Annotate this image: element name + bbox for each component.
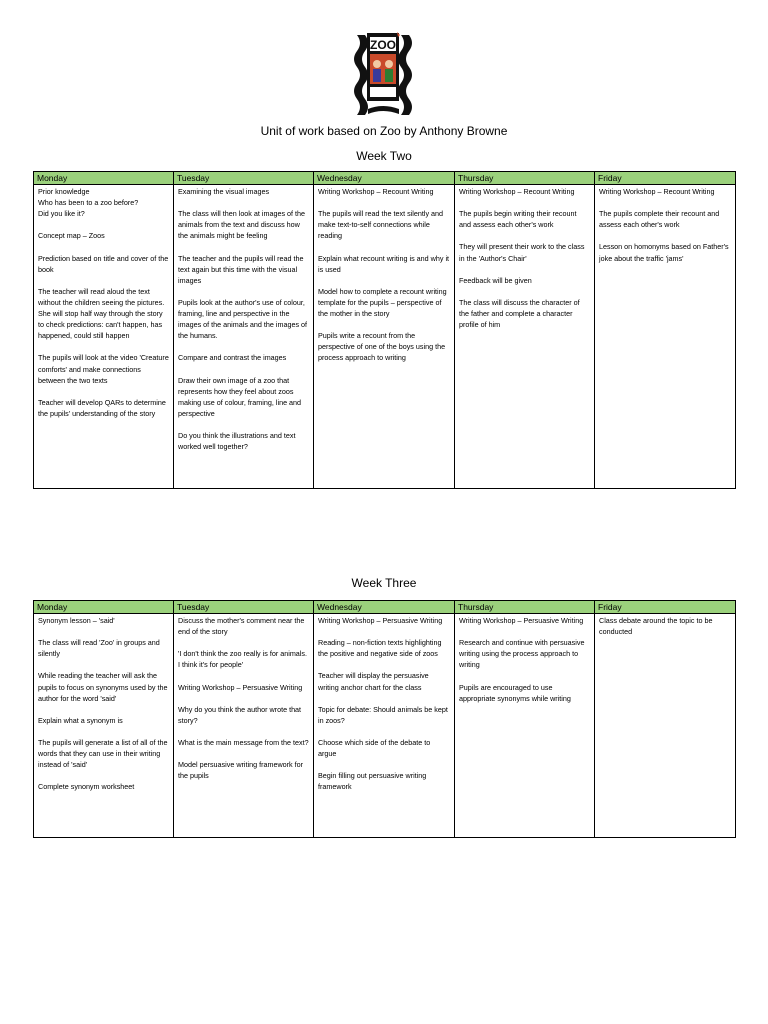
activity-paragraph: Writing Workshop – Recount Writing bbox=[599, 187, 715, 196]
activity-paragraph: Discuss the mother's comment near the end of the story bbox=[178, 616, 305, 637]
day-header: Monday bbox=[34, 172, 174, 185]
activity-paragraph: Teacher will develop QARs to determine the pupils' understanding of the story bbox=[38, 397, 166, 418]
activity-paragraph: The pupils will read the text silently and make text-to-self connections while reading bbox=[318, 209, 444, 241]
activity-paragraph: Synonym lesson – 'said' bbox=[38, 616, 115, 625]
activity-paragraph: Model persuasive writing framework for the pupils bbox=[178, 760, 304, 781]
week-three-activities-row bbox=[34, 614, 736, 838]
week-two-heading: Week Two bbox=[356, 149, 412, 163]
activity-paragraph: Model how to complete a recount writing template for the pupils – perspective of the mother in the story bbox=[318, 286, 447, 319]
document-title: Unit of work based on Zoo by Anthony Browne bbox=[260, 124, 508, 138]
activity-paragraph: Topic for debate: Should animals be kept in zoos? bbox=[318, 704, 448, 725]
activity-paragraph: Compare and contrast the images bbox=[178, 353, 287, 363]
activity-paragraph: While reading the teacher will ask the pupils to focus on synonyms used by the author for the word 'said' bbox=[38, 671, 168, 703]
activity-paragraph: Draw their own image of a zoo that represents how they feel about zoos making use of colour, framing, line and perspective bbox=[178, 375, 302, 418]
activity-cell bbox=[174, 185, 314, 489]
activity-cell bbox=[455, 614, 595, 838]
activity-cell bbox=[34, 614, 174, 838]
activity-paragraph: The class will then look at images of the animals from the text and discuss how the animals might be feeling bbox=[178, 209, 306, 241]
activity-paragraph: Why do you think the author wrote that story? bbox=[178, 704, 302, 725]
day-header: Tuesday bbox=[174, 601, 314, 614]
activity-paragraph: Writing Workshop – Persuasive Writing bbox=[178, 682, 303, 692]
day-header: Friday bbox=[595, 601, 736, 614]
activity-paragraph: Explain what recount writing is and why it is used bbox=[318, 253, 450, 274]
zoo-book-cover-logo bbox=[353, 31, 413, 116]
activity-paragraph: Prediction based on title and cover of the book bbox=[38, 253, 169, 274]
activity-paragraph: Research and continue with persuasive writing using the process approach to writing bbox=[459, 638, 585, 670]
activity-paragraph: Writing Workshop – Persuasive Writing bbox=[459, 616, 584, 625]
activity-paragraph: Explain what a synonym is bbox=[38, 715, 123, 725]
day-header: Monday bbox=[34, 601, 174, 614]
activity-paragraph: The teacher will read aloud the text without the children seeing the pictures. She will stop half way through the story to check predictions: can't happen, has happened, could still happen bbox=[38, 286, 165, 341]
activity-paragraph: Writing Workshop – Recount Writing bbox=[318, 187, 434, 196]
day-header: Wednesday bbox=[314, 172, 455, 185]
week-three-header-row bbox=[34, 601, 736, 614]
day-header: Friday bbox=[595, 172, 736, 185]
activity-paragraph: Writing Workshop – Persuasive Writing bbox=[318, 616, 443, 625]
activity-paragraph: What is the main message from the text? bbox=[178, 738, 309, 748]
activity-cell bbox=[314, 614, 455, 838]
activity-paragraph: Do you think the illustrations and text worked well together? bbox=[178, 431, 296, 452]
activity-paragraph: The pupils will generate a list of all of the words that they can use in their writing instead of 'said' bbox=[38, 738, 168, 770]
week-three-plan-table bbox=[33, 600, 736, 838]
activity-paragraph: The class will discuss the character of the father and complete a character profile of him bbox=[459, 297, 580, 330]
day-header: Wednesday bbox=[314, 601, 455, 614]
activity-paragraph: Reading – non-fiction texts highlighting the positive and negative side of zoos bbox=[318, 638, 442, 659]
activity-paragraph: Concept map – Zoos bbox=[38, 231, 105, 241]
activity-paragraph: The teacher and the pupils will read the text again but this time with the visual images bbox=[178, 253, 304, 285]
activity-paragraph: Prior knowledge Who has been to a zoo before? Did you like it? bbox=[38, 187, 139, 219]
week-two-activities-row bbox=[34, 185, 736, 489]
activity-paragraph: Choose which side of the debate to argue bbox=[318, 738, 431, 759]
day-header: Thursday bbox=[455, 172, 595, 185]
week-two-header-row bbox=[34, 172, 736, 185]
week-three-heading: Week Three bbox=[351, 576, 417, 590]
activity-cell bbox=[34, 185, 174, 489]
activity-paragraph: The pupils will look at the video 'Creature comforts' and make connections between the two texts bbox=[38, 353, 169, 385]
activity-paragraph: Writing Workshop – Recount Writing bbox=[459, 187, 575, 196]
activity-paragraph: Teacher will display the persuasive writing anchor chart for the class bbox=[318, 671, 429, 692]
activity-cell bbox=[455, 185, 595, 489]
activity-paragraph: Examining the visual images bbox=[178, 187, 270, 196]
activity-paragraph: The pupils complete their recount and assess each other's work bbox=[599, 209, 720, 230]
activity-paragraph: Feedback will be given bbox=[459, 275, 532, 285]
activity-cell bbox=[595, 185, 736, 489]
activity-cell bbox=[314, 185, 455, 489]
activity-paragraph: 'I don't think the zoo really is for animals. I think it's for people' bbox=[178, 649, 307, 670]
activity-paragraph: Pupils are encouraged to use appropriate synonyms while writing bbox=[459, 682, 571, 703]
activity-paragraph: Pupils write a recount from the perspective of one of the boys using the process approach to writing bbox=[318, 331, 446, 363]
activity-cell bbox=[595, 614, 736, 838]
activity-cell bbox=[174, 614, 314, 838]
activity-paragraph: Begin filling out persuasive writing framework bbox=[318, 771, 427, 792]
svg-text:ZOO: ZOO bbox=[370, 38, 396, 52]
week-two-plan-table bbox=[33, 171, 736, 489]
activity-paragraph: Pupils look at the author's use of colour, framing, line and perspective in the images of the animals and the images of the humans. bbox=[178, 297, 308, 341]
activity-paragraph: Lesson on homonyms based on Father's joke about the traffic 'jams' bbox=[599, 242, 729, 263]
day-header: Tuesday bbox=[174, 172, 314, 185]
activity-paragraph: Complete synonym worksheet bbox=[38, 782, 135, 792]
day-header: Thursday bbox=[455, 601, 595, 614]
activity-paragraph: They will present their work to the class in the 'Author's Chair' bbox=[459, 242, 585, 263]
activity-paragraph: The class will read 'Zoo' in groups and silently bbox=[38, 638, 160, 659]
activity-paragraph: Class debate around the topic to be conducted bbox=[599, 616, 713, 637]
activity-paragraph: The pupils begin writing their recount and assess each other's work bbox=[459, 209, 577, 230]
